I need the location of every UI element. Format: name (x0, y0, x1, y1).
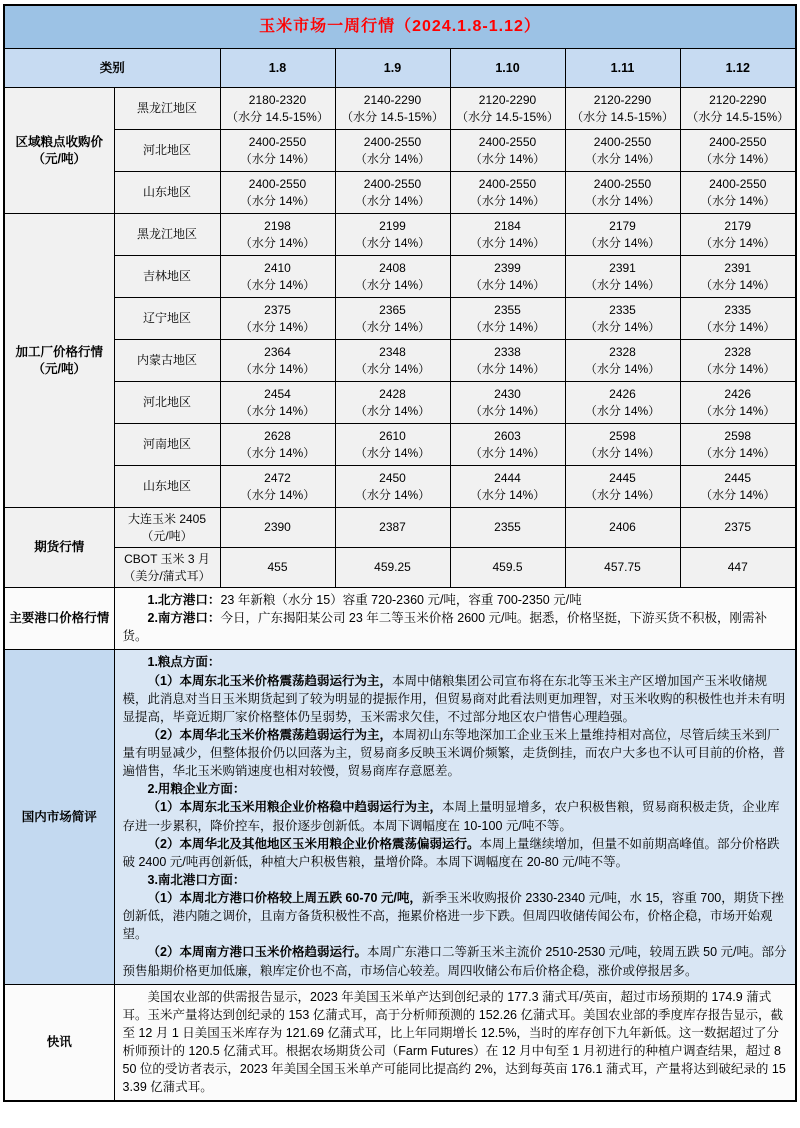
price-cell (335, 466, 450, 508)
moisture-note: （水分 14%） (239, 361, 316, 376)
section-label-news: 快讯 (4, 984, 114, 1101)
moisture-note: （水分 14%） (354, 193, 431, 208)
moisture-note: （水分 14%） (354, 235, 431, 250)
review-heading: 2.用粮企业方面： (147, 782, 246, 797)
price-value: 2198 (264, 219, 291, 234)
moisture-note: （水分 14%） (700, 151, 776, 166)
price-cell (680, 340, 796, 382)
price-cell: 459.5 (450, 548, 565, 588)
review-heading: （2）本周华北及其他地区玉米用粮企业价格震荡偏弱运行。 (147, 836, 480, 851)
price-value: 2598 (724, 429, 752, 444)
price-cell (680, 256, 796, 298)
moisture-note: （水分 14%） (469, 361, 546, 376)
price-value: 2355 (494, 303, 521, 318)
price-value: 2391 (724, 261, 752, 276)
price-value: 2400-2550 (478, 135, 537, 150)
price-value: 2408 (379, 261, 406, 276)
price-value: 2472 (264, 471, 291, 486)
region-cell: 内蒙古地区 (114, 340, 220, 382)
price-cell: 2390 (220, 508, 335, 548)
price-cell (450, 340, 565, 382)
moisture-note: （水分 14%） (700, 277, 776, 292)
price-cell (335, 214, 450, 256)
section-label-text: 加工厂价格行情 (15, 344, 103, 359)
moisture-note: （水分 14%） (239, 445, 316, 460)
moisture-note: （水分 14%） (354, 319, 431, 334)
price-value: 2445 (724, 471, 752, 486)
table-row (4, 256, 796, 298)
review-paragraph (123, 653, 788, 671)
price-value: 2338 (494, 345, 521, 360)
futures-contract-cell (114, 508, 220, 548)
review-paragraph (123, 835, 788, 871)
price-value: 2375 (264, 303, 291, 318)
table-row (4, 424, 796, 466)
moisture-note: （水分 14%） (584, 487, 661, 502)
price-cell (335, 172, 450, 214)
moisture-note: （水分 14%） (469, 319, 546, 334)
moisture-note: （水分 14%） (700, 403, 776, 418)
price-value: 2428 (379, 387, 406, 402)
price-value: 2140-2290 (363, 93, 422, 108)
moisture-note: （水分 14%） (469, 277, 546, 292)
moisture-note: （水分 14%） (700, 361, 776, 376)
column-header-date-3: 1.10 (450, 49, 565, 88)
moisture-note: （水分 14%） (239, 277, 316, 292)
price-value: 2445 (609, 471, 636, 486)
region-cell: 吉林地区 (114, 256, 220, 298)
moisture-note: （水分 14%） (354, 277, 431, 292)
price-value: 2180-2320 (248, 93, 307, 108)
price-value: 2348 (379, 345, 406, 360)
table-row (4, 172, 796, 214)
price-cell (680, 466, 796, 508)
price-cell (450, 256, 565, 298)
moisture-note: （水分 14%） (354, 487, 431, 502)
moisture-note: （水分 14%） (584, 193, 661, 208)
price-cell (220, 424, 335, 466)
review-paragraph (123, 798, 788, 834)
moisture-note: （水分 14%） (354, 445, 431, 460)
review-paragraph (123, 780, 788, 798)
review-heading: （2）本周华北玉米价格震荡趋弱运行为主， (147, 727, 392, 742)
review-text (114, 650, 796, 984)
price-value: 2400-2550 (709, 177, 767, 192)
review-paragraph (123, 889, 788, 943)
price-cell (450, 466, 565, 508)
section-label-review: 国内市场简评 (4, 650, 114, 984)
price-cell (680, 382, 796, 424)
column-header-date-5: 1.12 (680, 49, 796, 88)
price-cell (680, 88, 796, 130)
moisture-note: （水分 14%） (700, 235, 776, 250)
region-cell: 河北地区 (114, 130, 220, 172)
price-cell (680, 172, 796, 214)
moisture-note: （水分 14%） (239, 403, 316, 418)
price-cell (220, 214, 335, 256)
price-cell (335, 340, 450, 382)
section-label-factory (4, 214, 114, 508)
moisture-note: （水分 14%） (239, 193, 316, 208)
price-cell (220, 340, 335, 382)
price-cell (680, 298, 796, 340)
price-cell (565, 466, 680, 508)
price-cell: 447 (680, 548, 796, 588)
moisture-note: （水分 14%） (354, 403, 431, 418)
ports-item (123, 591, 788, 609)
price-cell (565, 298, 680, 340)
moisture-note: （水分 14%） (469, 403, 546, 418)
price-cell (220, 130, 335, 172)
price-cell (565, 382, 680, 424)
review-body-text: 本周上量明显增多，农户积极售粮，贸易商积极走货，企业库存进一步累积，降价控车，报价逐步创新低。本周下调幅度在 10-100 元/吨不等。 (122, 800, 780, 833)
column-header-date-2: 1.9 (335, 49, 450, 88)
review-paragraph (123, 672, 788, 726)
title-row (4, 5, 796, 49)
price-cell (335, 256, 450, 298)
price-cell (565, 256, 680, 298)
price-value: 2450 (379, 471, 406, 486)
moisture-note: （水分 14.5-15%） (226, 109, 329, 124)
ports-item-heading: 2.南方港口： (147, 611, 221, 626)
review-paragraph (123, 871, 788, 889)
table-row (4, 88, 796, 130)
section-unit-text: （元/吨） (32, 361, 86, 376)
moisture-note: （水分 14%） (239, 487, 316, 502)
price-value: 2179 (724, 219, 752, 234)
price-value: 2444 (494, 471, 521, 486)
moisture-note: （水分 14%） (469, 193, 546, 208)
review-paragraph (123, 943, 788, 979)
contract-unit: （美分/蒲式耳） (123, 568, 211, 583)
price-cell (565, 214, 680, 256)
table-row (4, 466, 796, 508)
price-value: 2400-2550 (593, 177, 652, 192)
price-cell (450, 382, 565, 424)
price-cell (220, 466, 335, 508)
review-body-text: 本周广东港口二等新玉米主流价 2510-2530 元/吨，较周五跌 50 元/吨。部分预售船期价格更加低廉，粮库定价也不高，市场信心较差。周四收储公布后价格企稳，涨价或停报居多。 (122, 945, 787, 978)
price-value: 2328 (724, 345, 752, 360)
price-value: 2120-2290 (593, 93, 652, 108)
price-cell (220, 256, 335, 298)
ports-item-text: 23 年新粮（水分 15）容重 720-2360 元/吨，容重 700-2350 元/吨 (220, 593, 582, 607)
price-value: 2426 (724, 387, 752, 402)
price-value: 2400-2550 (478, 177, 537, 192)
ports-row (4, 588, 796, 650)
price-value: 2400-2550 (709, 135, 767, 150)
moisture-note: （水分 14%） (239, 235, 316, 250)
moisture-note: （水分 14%） (469, 151, 546, 166)
column-header-date-4: 1.11 (565, 49, 680, 88)
moisture-note: （水分 14%） (469, 235, 546, 250)
review-body-text: 本周初山东等地深加工企业玉米上量维持相对高位，尽管后续玉米到厂量有明显减少，但整体报价仍以回落为主，贸易商多反映玉米调价频繁，走货倒挂，而农户大多也不认可目前的价格，普遍惜售，华北玉米购销速度也相对较慢，贸易商库存意愿差。 (122, 727, 786, 779)
price-cell (450, 130, 565, 172)
price-value: 2426 (609, 387, 636, 402)
price-value: 2400-2550 (363, 135, 422, 150)
news-row (4, 984, 796, 1101)
price-value: 2400-2550 (248, 135, 307, 150)
moisture-note: （水分 14%） (584, 319, 661, 334)
price-cell: 459.25 (335, 548, 450, 588)
ports-item (123, 609, 788, 645)
price-cell (680, 214, 796, 256)
news-text (114, 984, 796, 1101)
review-heading: 3.南北港口方面： (147, 872, 246, 887)
region-cell: 河南地区 (114, 424, 220, 466)
price-cell: 2387 (335, 508, 450, 548)
section-unit-text: （元/吨） (32, 151, 86, 166)
price-cell (565, 424, 680, 466)
price-value: 2410 (264, 261, 291, 276)
futures-contract-cell (114, 548, 220, 588)
region-cell: 河北地区 (114, 382, 220, 424)
price-value: 2610 (379, 429, 406, 444)
price-cell (565, 88, 680, 130)
moisture-note: （水分 14%） (469, 487, 546, 502)
price-value: 2598 (609, 429, 636, 444)
moisture-note: （水分 14%） (584, 151, 661, 166)
price-cell (335, 130, 450, 172)
ports-text (114, 588, 796, 650)
news-paragraph: 美国农业部的供需报告显示，2023 年美国玉米单产达到创纪录的 177.3 蒲式耳/英亩，超过市场预期的 174.9 蒲式耳。玉米产量将达到创纪录的 153 亿蒲式耳，高于分析师预测的 152.26 亿蒲式耳。美国农业部的季度库存报告显示，截至 12 月 1 日美国玉米库存为 121.69 亿蒲式耳，比上年同期增长 12.5%，当时的库存创下九年新低。这一数据超过了分析师预计的 120.5 亿蒲式耳。根据农场期货公司（Farm Futures）在 12 月中旬至 1 月初进行的种植户调查结果，超过 850 位的受访者表示，2023 年美国全国玉米单产可能同比提高约 2%，达到每英亩 176.1 蒲式耳，产量将达到破纪录的 153.39 亿蒲式耳。 (122, 989, 786, 1095)
moisture-note: （水分 14%） (469, 445, 546, 460)
column-header-category: 类别 (4, 49, 220, 88)
price-value: 2365 (379, 303, 406, 318)
price-value: 2120-2290 (709, 93, 767, 108)
review-heading: （1）本周北方港口价格较上周五跌 60-70 元/吨， (147, 891, 422, 905)
price-cell (220, 172, 335, 214)
price-cell: 2355 (450, 508, 565, 548)
price-cell (220, 88, 335, 130)
region-cell: 山东地区 (114, 466, 220, 508)
price-value: 2399 (494, 261, 521, 276)
price-value: 2335 (609, 303, 636, 318)
price-value: 2335 (724, 303, 752, 318)
section-label-futures: 期货行情 (4, 508, 114, 588)
table-row (4, 382, 796, 424)
price-cell (565, 130, 680, 172)
region-cell: 山东地区 (114, 172, 220, 214)
moisture-note: （水分 14%） (584, 403, 661, 418)
region-cell: 辽宁地区 (114, 298, 220, 340)
moisture-note: （水分 14%） (700, 487, 776, 502)
ports-item-text: 今日，广东揭阳某公司 23 年二等玉米价格 2600 元/吨。据悉，价格坚挺，下游买货不积极，刚需补货。 (122, 611, 768, 644)
price-value: 2328 (609, 345, 636, 360)
moisture-note: （水分 14.5-15%） (686, 109, 790, 124)
price-cell (220, 382, 335, 424)
moisture-note: （水分 14%） (700, 445, 776, 460)
moisture-note: （水分 14.5-15%） (456, 109, 559, 124)
region-cell: 黑龙江地区 (114, 88, 220, 130)
price-cell (450, 424, 565, 466)
moisture-note: （水分 14%） (584, 277, 661, 292)
section-label-ports: 主要港口价格行情 (4, 588, 114, 650)
region-cell: 黑龙江地区 (114, 214, 220, 256)
price-cell (220, 298, 335, 340)
table-row (4, 214, 796, 256)
price-value: 2184 (494, 219, 521, 234)
price-value: 2430 (494, 387, 521, 402)
moisture-note: （水分 14.5-15%） (571, 109, 674, 124)
price-cell (450, 88, 565, 130)
moisture-note: （水分 14%） (354, 361, 431, 376)
section-label-text: 区域粮点收购价 (15, 134, 103, 149)
ports-item-heading: 1.北方港口： (147, 593, 221, 607)
contract-name: CBOT 玉米 3 月 (124, 552, 210, 567)
price-cell (450, 172, 565, 214)
review-heading: （1）本周东北玉米用粮企业价格稳中趋弱运行为主， (147, 800, 442, 815)
price-cell (335, 382, 450, 424)
review-paragraph (123, 726, 788, 780)
price-cell: 455 (220, 548, 335, 588)
moisture-note: （水分 14%） (700, 193, 776, 208)
price-value: 2400-2550 (593, 135, 652, 150)
price-cell (335, 298, 450, 340)
review-body-text: 新季玉米收购报价 2330-2340 元/吨，水 15，容重 700，期货下挫创新低，港内随之调价，且南方备货积极性不高，拖累价格进一步下跌。但周四收储传闻公布，价格企稳，市场开始观望。 (122, 891, 784, 942)
table-row (4, 130, 796, 172)
price-value: 2179 (609, 219, 636, 234)
column-header-date-1: 1.8 (220, 49, 335, 88)
review-heading: （2）本周南方港口玉米价格趋弱运行。 (147, 945, 367, 960)
section-label-purchase (4, 88, 114, 214)
moisture-note: （水分 14%） (584, 361, 661, 376)
review-body-text: 本周上量继续增加，但量不如前期高峰值。部分价格跌破 2400 元/吨再创新低，种植大户积极售粮，量增价降。本周下调幅度在 20-80 元/吨不等。 (122, 836, 780, 869)
price-value: 2400-2550 (248, 177, 307, 192)
corn-market-weekly-table (3, 4, 797, 1102)
table-row (4, 548, 796, 588)
price-value: 2120-2290 (478, 93, 537, 108)
price-cell (450, 298, 565, 340)
contract-name: 大连玉米 2405 (127, 512, 207, 527)
table-row (4, 508, 796, 548)
price-value: 2199 (379, 219, 406, 234)
price-cell (680, 424, 796, 466)
review-body-text: 本周中储粮集团公司宣布将在东北等玉米主产区增加国产玉米收储规模，此消息对当日玉米期货起到了较为明显的提振作用，但贸易商对此看法则更加理智，对玉米收购的积极性也并未有明显提高，毕竟近期厂家价格整体仍呈弱势，玉米需求欠佳，不过部分地区农户惜售心理趋强。 (122, 673, 786, 724)
price-cell (680, 130, 796, 172)
price-cell: 457.75 (565, 548, 680, 588)
review-heading: 1.粮点方面： (147, 655, 221, 670)
moisture-note: （水分 14%） (239, 319, 316, 334)
price-cell: 2406 (565, 508, 680, 548)
price-cell (450, 214, 565, 256)
moisture-note: （水分 14%） (584, 445, 661, 460)
moisture-note: （水分 14%） (354, 151, 431, 166)
table-row (4, 340, 796, 382)
review-row (4, 650, 796, 984)
price-cell (335, 88, 450, 130)
moisture-note: （水分 14%） (700, 319, 776, 334)
price-value: 2391 (609, 261, 636, 276)
price-value: 2454 (264, 387, 291, 402)
price-cell (565, 172, 680, 214)
header-row (4, 49, 796, 88)
price-value: 2364 (264, 345, 291, 360)
review-heading: （1）本周东北玉米价格震荡趋弱运行为主， (147, 673, 392, 688)
price-cell: 2375 (680, 508, 796, 548)
price-cell (335, 424, 450, 466)
price-value: 2603 (494, 429, 521, 444)
table-row (4, 298, 796, 340)
price-cell (565, 340, 680, 382)
page-title: 玉米市场一周行情（2024.1.8-1.12） (4, 5, 796, 49)
moisture-note: （水分 14%） (584, 235, 661, 250)
contract-unit: （元/吨） (141, 528, 193, 543)
price-value: 2400-2550 (363, 177, 422, 192)
moisture-note: （水分 14.5-15%） (341, 109, 444, 124)
moisture-note: （水分 14%） (239, 151, 316, 166)
price-value: 2628 (264, 429, 291, 444)
